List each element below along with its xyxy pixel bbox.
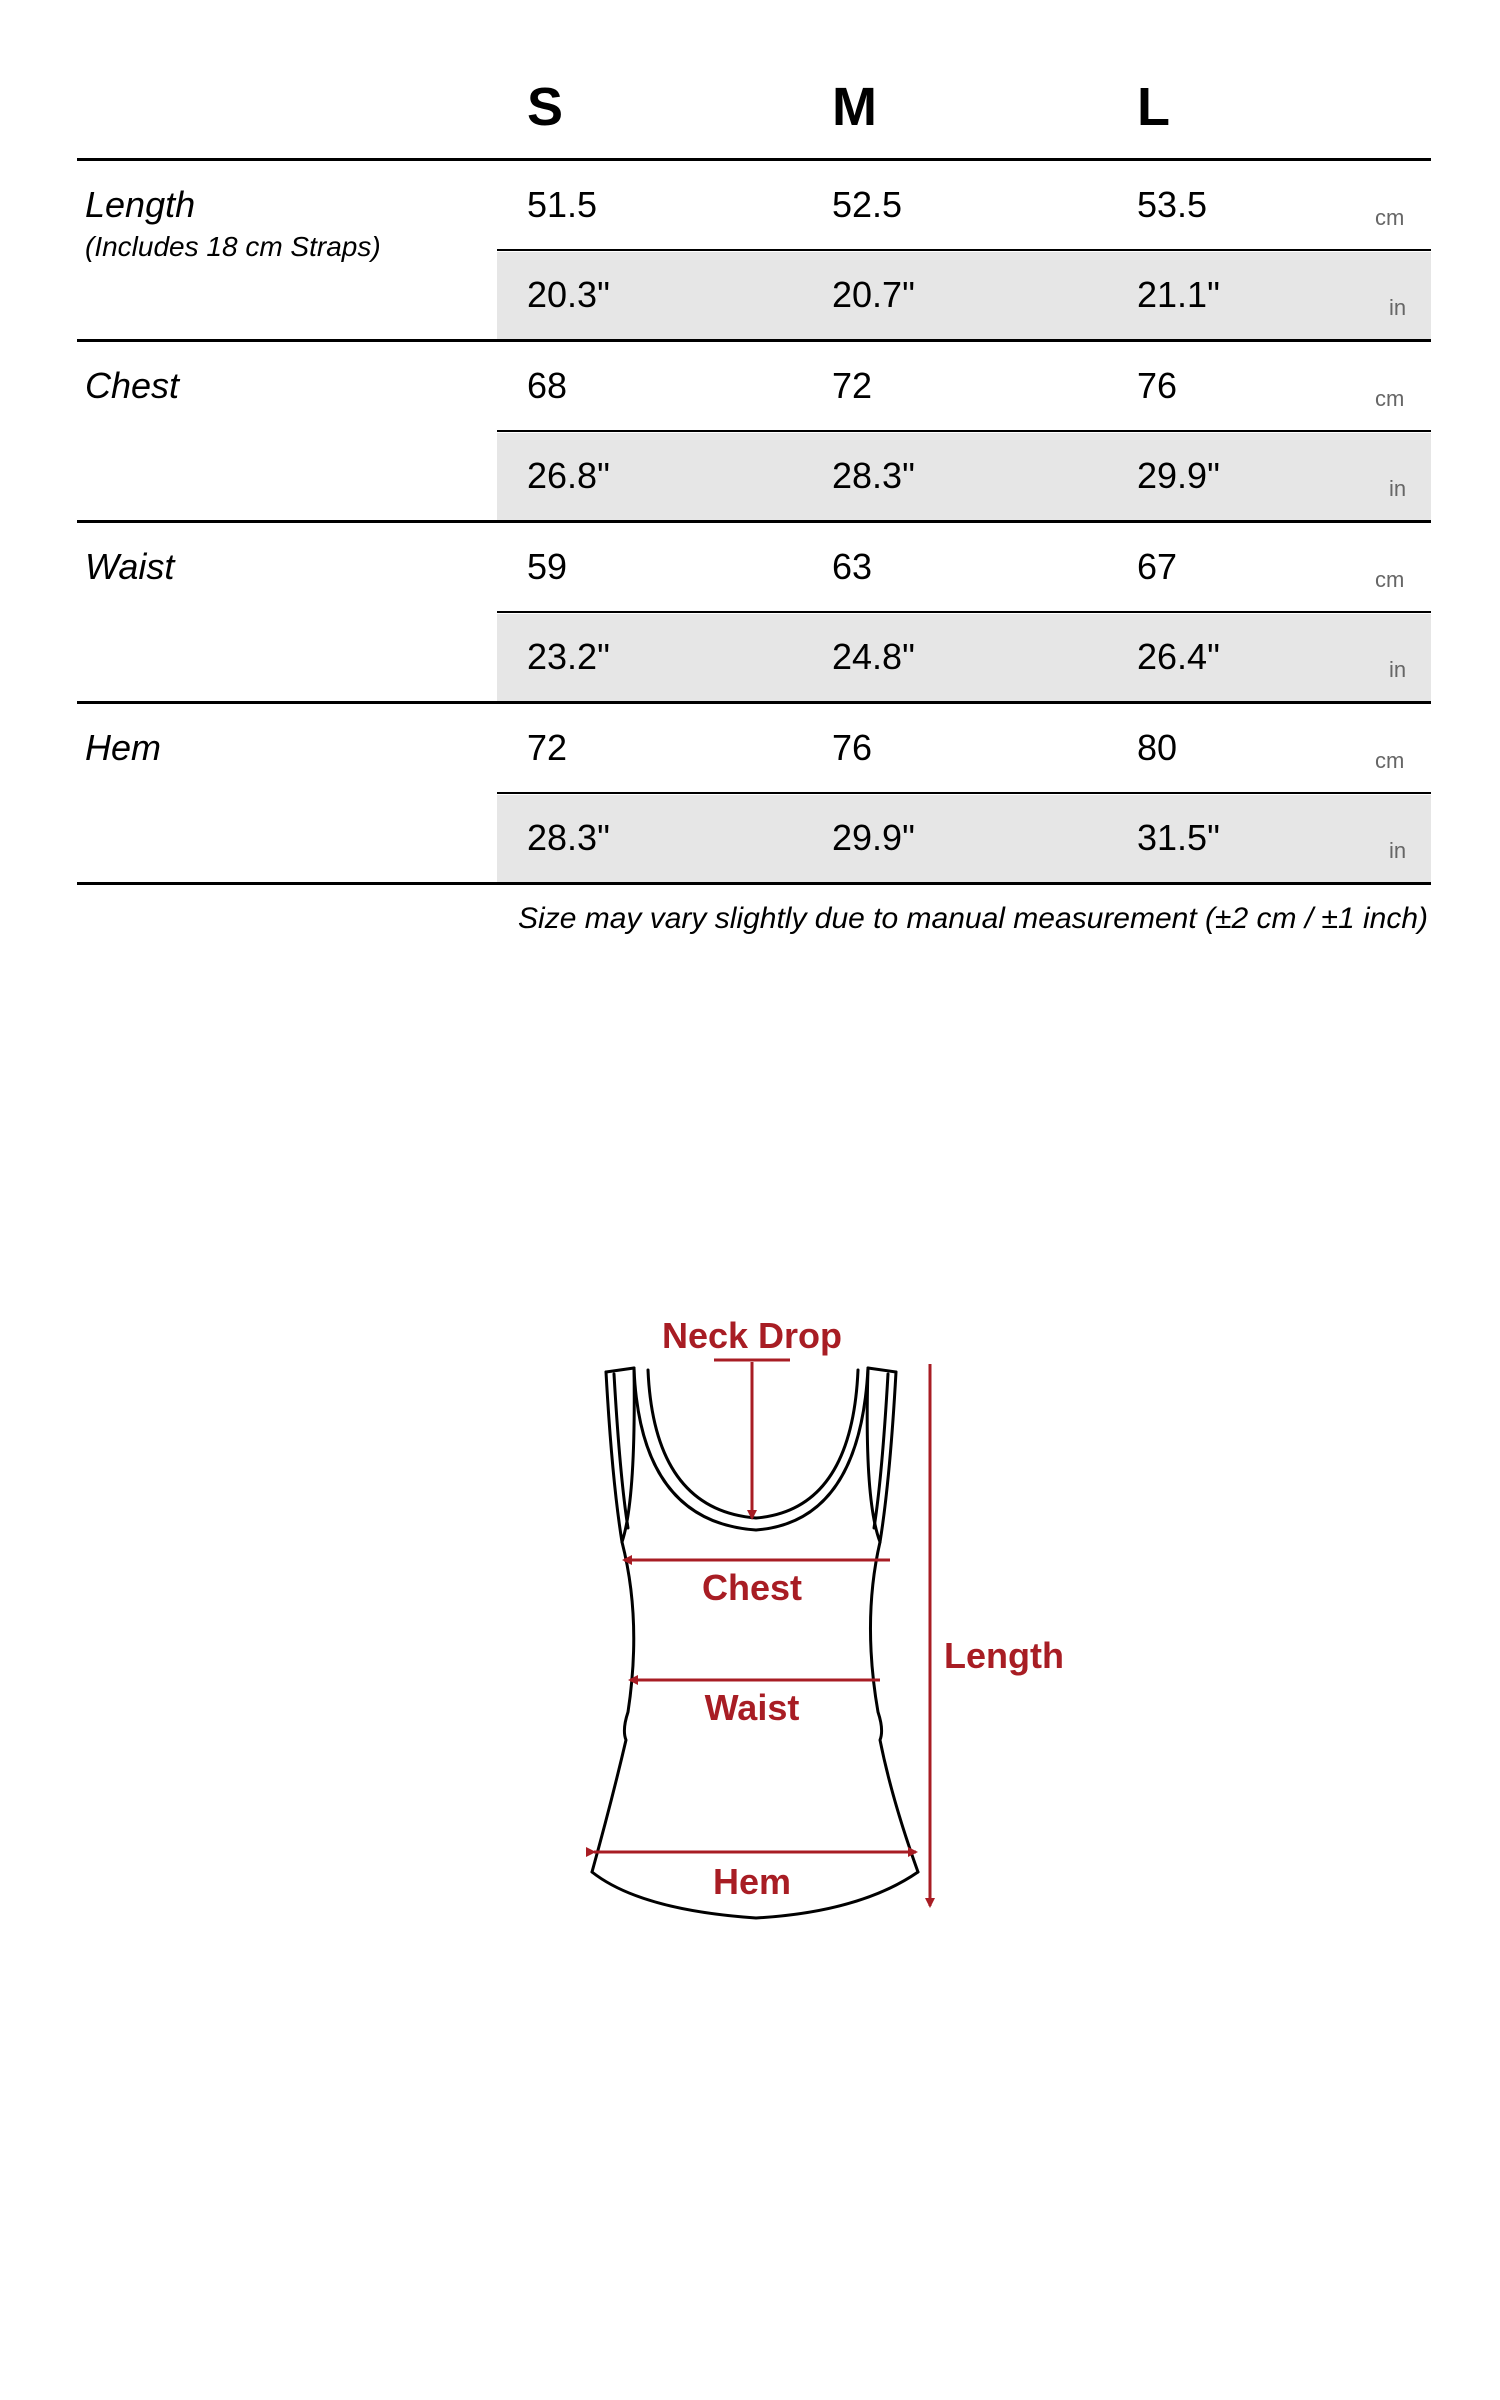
body-left-side bbox=[592, 1542, 634, 1872]
measurement-name-chest: Chest bbox=[85, 365, 180, 406]
unit-label-in: in bbox=[1389, 657, 1407, 682]
left-strap-inner bbox=[622, 1368, 634, 1542]
row-shade-hem-in bbox=[497, 795, 1431, 883]
size-header-m: M bbox=[832, 77, 877, 137]
value-length-s-in: 20.3" bbox=[527, 274, 610, 315]
value-waist-m-cm: 63 bbox=[832, 546, 873, 587]
neck-drop-label: Neck Drop bbox=[661, 1315, 843, 1356]
unit-label-cm: cm bbox=[1375, 386, 1405, 411]
left-strap-top bbox=[606, 1368, 634, 1372]
value-length-m-in: 20.7" bbox=[832, 274, 915, 315]
value-hem-l-cm: 80 bbox=[1137, 727, 1178, 768]
right-strap-inner bbox=[867, 1368, 880, 1542]
value-chest-s-cm: 68 bbox=[527, 365, 568, 406]
unit-label-in: in bbox=[1389, 838, 1407, 863]
value-hem-l-in: 31.5" bbox=[1137, 817, 1220, 858]
row-divider bbox=[77, 520, 1431, 523]
table-bottom-rule bbox=[77, 882, 1431, 885]
value-chest-m-in: 28.3" bbox=[832, 455, 915, 496]
waist-label: Waist bbox=[704, 1687, 800, 1728]
value-chest-l-cm: 76 bbox=[1137, 365, 1178, 406]
row-shade-length-in bbox=[497, 252, 1431, 340]
measurement-note: Size may vary slightly due to manual measurement (±2 cm / ±1 inch) bbox=[518, 902, 1428, 935]
measurement-subnote-length: (Includes 18 cm Straps) bbox=[85, 231, 381, 262]
value-hem-m-in: 29.9" bbox=[832, 817, 915, 858]
right-strap-top bbox=[868, 1368, 896, 1372]
value-waist-l-cm: 67 bbox=[1137, 546, 1178, 587]
value-length-s-cm: 51.5 bbox=[527, 184, 598, 225]
value-hem-s-cm: 72 bbox=[527, 727, 568, 768]
unit-separator bbox=[497, 249, 1431, 251]
value-chest-m-cm: 72 bbox=[832, 365, 873, 406]
value-waist-s-cm: 59 bbox=[527, 546, 568, 587]
value-chest-s-in: 26.8" bbox=[527, 455, 610, 496]
unit-label-in: in bbox=[1389, 295, 1407, 320]
row-divider bbox=[77, 339, 1431, 342]
value-chest-l-in: 29.9" bbox=[1137, 455, 1220, 496]
value-waist-m-in: 24.8" bbox=[832, 636, 915, 677]
measurement-name-waist: Waist bbox=[85, 546, 175, 587]
unit-label-cm: cm bbox=[1375, 748, 1405, 773]
body-right-side bbox=[870, 1542, 918, 1872]
tank-top-measurement-diagram bbox=[0, 1280, 1500, 1920]
unit-separator bbox=[497, 430, 1431, 432]
size-header-s: S bbox=[527, 77, 564, 137]
hem-label: Hem bbox=[712, 1861, 792, 1902]
chest-label: Chest bbox=[701, 1567, 803, 1608]
value-length-l-in: 21.1" bbox=[1137, 274, 1220, 315]
unit-label-cm: cm bbox=[1375, 567, 1405, 592]
measurement-name-length: Length bbox=[85, 184, 196, 225]
unit-separator bbox=[497, 611, 1431, 613]
row-divider bbox=[77, 701, 1431, 704]
row-shade-chest-in bbox=[497, 433, 1431, 521]
length-label: Length bbox=[944, 1635, 1064, 1676]
unit-separator bbox=[497, 792, 1431, 794]
unit-label-cm: cm bbox=[1375, 205, 1405, 230]
size-header-row bbox=[0, 0, 1500, 160]
row-shade-waist-in bbox=[497, 614, 1431, 702]
value-length-l-cm: 53.5 bbox=[1137, 184, 1208, 225]
unit-label-in: in bbox=[1389, 476, 1407, 501]
value-hem-s-in: 28.3" bbox=[527, 817, 610, 858]
value-length-m-cm: 52.5 bbox=[832, 184, 903, 225]
value-hem-m-cm: 76 bbox=[832, 727, 873, 768]
value-waist-l-in: 26.4" bbox=[1137, 636, 1220, 677]
value-waist-s-in: 23.2" bbox=[527, 636, 610, 677]
measurement-name-hem: Hem bbox=[85, 727, 162, 768]
table-top-rule bbox=[77, 158, 1431, 161]
size-header-l: L bbox=[1137, 77, 1170, 137]
tank-top-outline bbox=[592, 1368, 918, 1918]
